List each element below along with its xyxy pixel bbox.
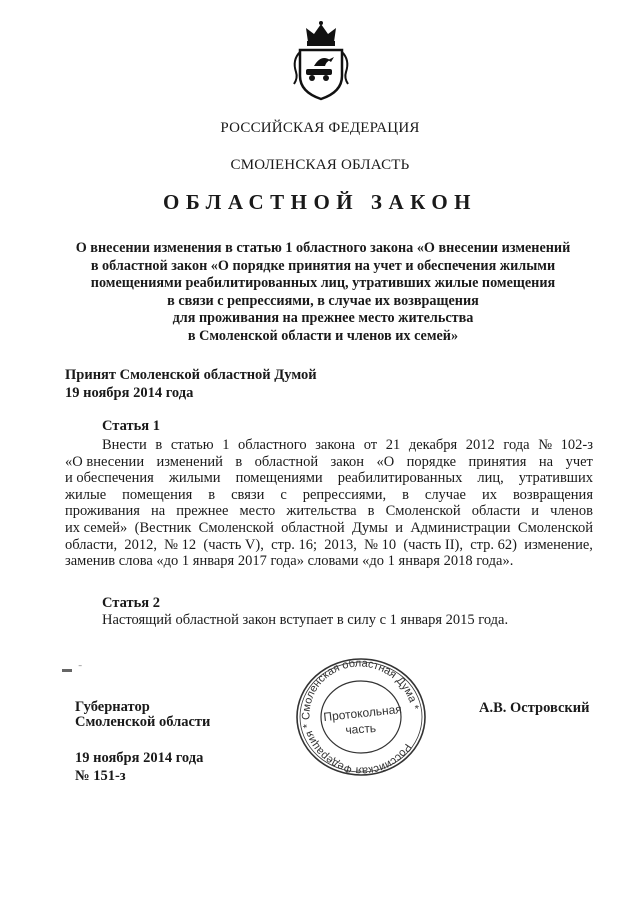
article-1-last-line: заменив слова «до 1 января 2017 года» словами «до 1 января 2018 года». xyxy=(65,553,514,570)
article-1-word: Смоленской xyxy=(385,503,461,520)
article-1-word: и xyxy=(395,519,403,536)
article-1-word: года xyxy=(503,437,530,453)
article-1-word: в xyxy=(235,453,243,470)
official-stamp xyxy=(293,655,429,779)
article-1-word: (Вестник xyxy=(134,519,192,536)
article-1-word: «О внесении xyxy=(65,453,145,470)
article-1-word: закона xyxy=(315,437,356,453)
article-2-heading: Статья 2 xyxy=(102,595,160,611)
article-1-word: Думы xyxy=(351,519,388,536)
article-1-word: Администрации xyxy=(410,519,511,536)
law-title-line: в связи с репрессиями, в случае их возвращения xyxy=(167,292,479,309)
article-1-word: жительства xyxy=(286,503,357,520)
article-1-word: области, xyxy=(65,536,118,553)
article-1-word: областной xyxy=(254,453,319,470)
article-1-word: изменение, xyxy=(524,536,593,553)
article-1-word: (часть II), xyxy=(403,536,463,553)
article-1-word: случае xyxy=(424,486,466,503)
article-1-word: их семей» xyxy=(65,519,128,536)
article-1-line xyxy=(65,437,593,454)
article-1-body xyxy=(65,437,593,570)
article-1-word: в xyxy=(367,503,375,520)
article-1-word: и обеспечения xyxy=(65,470,154,487)
article-1-line xyxy=(65,470,593,487)
article-1-word: учет xyxy=(565,453,593,470)
article-1-word: утративших xyxy=(518,470,593,487)
article-1-word: их xyxy=(481,486,497,503)
article-1-word: возвращения xyxy=(512,486,593,503)
article-1-word: место xyxy=(239,503,276,520)
article-1-line xyxy=(65,520,593,537)
article-1-word: порядке xyxy=(406,453,457,470)
article-1-word: от xyxy=(363,437,378,453)
article-1-word: стр. 16; xyxy=(271,536,318,553)
article-1-word: помещения xyxy=(122,486,193,503)
article-1-word: декабря xyxy=(408,437,458,453)
stamp-inner-line-2: часть xyxy=(344,720,377,738)
article-1-word: 21 xyxy=(385,437,401,453)
article-1-word: «О xyxy=(376,453,395,470)
governor-title: Губернатор xyxy=(75,699,150,715)
article-1-word: и xyxy=(531,503,540,520)
article-1-heading: Статья 1 xyxy=(102,418,160,434)
article-1-word: с xyxy=(280,486,287,503)
law-title-line: для проживания на прежнее место жительства xyxy=(172,310,474,327)
article-1-word: лиц, xyxy=(477,470,504,487)
article-1-word: статью xyxy=(170,437,214,453)
article-1-line xyxy=(65,537,593,554)
article-1-word: Смоленской xyxy=(198,519,274,536)
law-title-line: в областной закон «О порядке принятия на учет и обеспечения жилыми xyxy=(90,257,556,274)
article-1-line xyxy=(65,487,593,504)
article-1-word: в xyxy=(155,437,163,453)
article-1-word: № xyxy=(538,437,553,453)
article-1-word: областной xyxy=(281,519,345,536)
article-1-word: 102-з xyxy=(560,437,593,453)
article-1-word: репрессиями, xyxy=(302,486,387,503)
coat-of-arms-icon xyxy=(290,20,352,102)
law-number: № 151-з xyxy=(75,768,126,784)
law-title-line: помещениями реабилитированных лиц, утративших жилые помещения xyxy=(90,275,556,292)
stamp-inner-line-1: Протокольная xyxy=(322,701,403,725)
article-1-word: помещениями xyxy=(235,470,323,487)
article-1-word: изменений xyxy=(156,453,223,470)
article-1-word: на xyxy=(151,503,166,520)
article-1-word: Смоленской xyxy=(517,519,593,536)
region-heading: СМОЛЕНСКАЯ ОБЛАСТЬ xyxy=(230,157,410,173)
article-1-word: закон xyxy=(330,453,365,470)
article-1-word: 1 xyxy=(222,437,230,453)
adoption-date: 19 ноября 2014 года xyxy=(65,385,194,401)
article-1-word: области xyxy=(471,503,521,520)
article-1-word: реабилитированных xyxy=(337,470,463,487)
article-1-word: членов xyxy=(550,503,593,520)
law-title-line: в Смоленской области и членов их семей» xyxy=(187,327,459,344)
article-1-word: № 10 xyxy=(364,536,397,553)
article-1-word: Внести xyxy=(102,437,147,453)
article-1-word: на xyxy=(538,453,554,470)
article-1-word: 2012 xyxy=(465,437,495,453)
country-heading: РОССИЙСКАЯ ФЕДЕРАЦИЯ xyxy=(220,120,420,136)
article-1-word: в xyxy=(402,486,409,503)
article-1-word: 2012, xyxy=(124,536,157,553)
article-1-word: стр. 62) xyxy=(470,536,517,553)
article-2-text: Настоящий областной закон вступает в силу с 1 января 2015 года. xyxy=(102,612,509,628)
article-1-word: связи xyxy=(231,486,265,503)
article-1-line xyxy=(65,503,593,520)
article-1-word: проживания xyxy=(65,503,140,520)
stamp-outer-text: Российская Федерация * Смоленская областная Дума * xyxy=(300,657,421,777)
law-title-line: О внесении изменения в статью 1 областного закона «О внесении изменений xyxy=(75,240,571,256)
document-type-heading: ОБЛАСТНОЙ ЗАКОН xyxy=(162,190,477,214)
article-1-line xyxy=(65,454,593,471)
signing-date: 19 ноября 2014 года xyxy=(75,750,204,766)
article-1-word: № 12 xyxy=(164,536,197,553)
article-1-word: в xyxy=(208,486,216,503)
scan-mark: ▬ ˉ xyxy=(62,664,84,675)
law-title xyxy=(50,240,596,346)
article-1-word: (часть V), xyxy=(203,536,264,553)
article-1-word: жилые xyxy=(65,486,107,503)
article-1-word: жилыми xyxy=(168,470,221,487)
article-1-word: 2013, xyxy=(324,536,357,553)
article-1-word: принятия xyxy=(468,453,527,470)
governor-region: Смоленской области xyxy=(75,714,211,730)
article-1-word: областного xyxy=(238,437,307,453)
article-1-word: прежнее xyxy=(176,503,229,520)
signer-name: А.В. Островский xyxy=(479,700,590,716)
adoption-statement: Принят Смоленской областной Думой xyxy=(65,367,317,383)
